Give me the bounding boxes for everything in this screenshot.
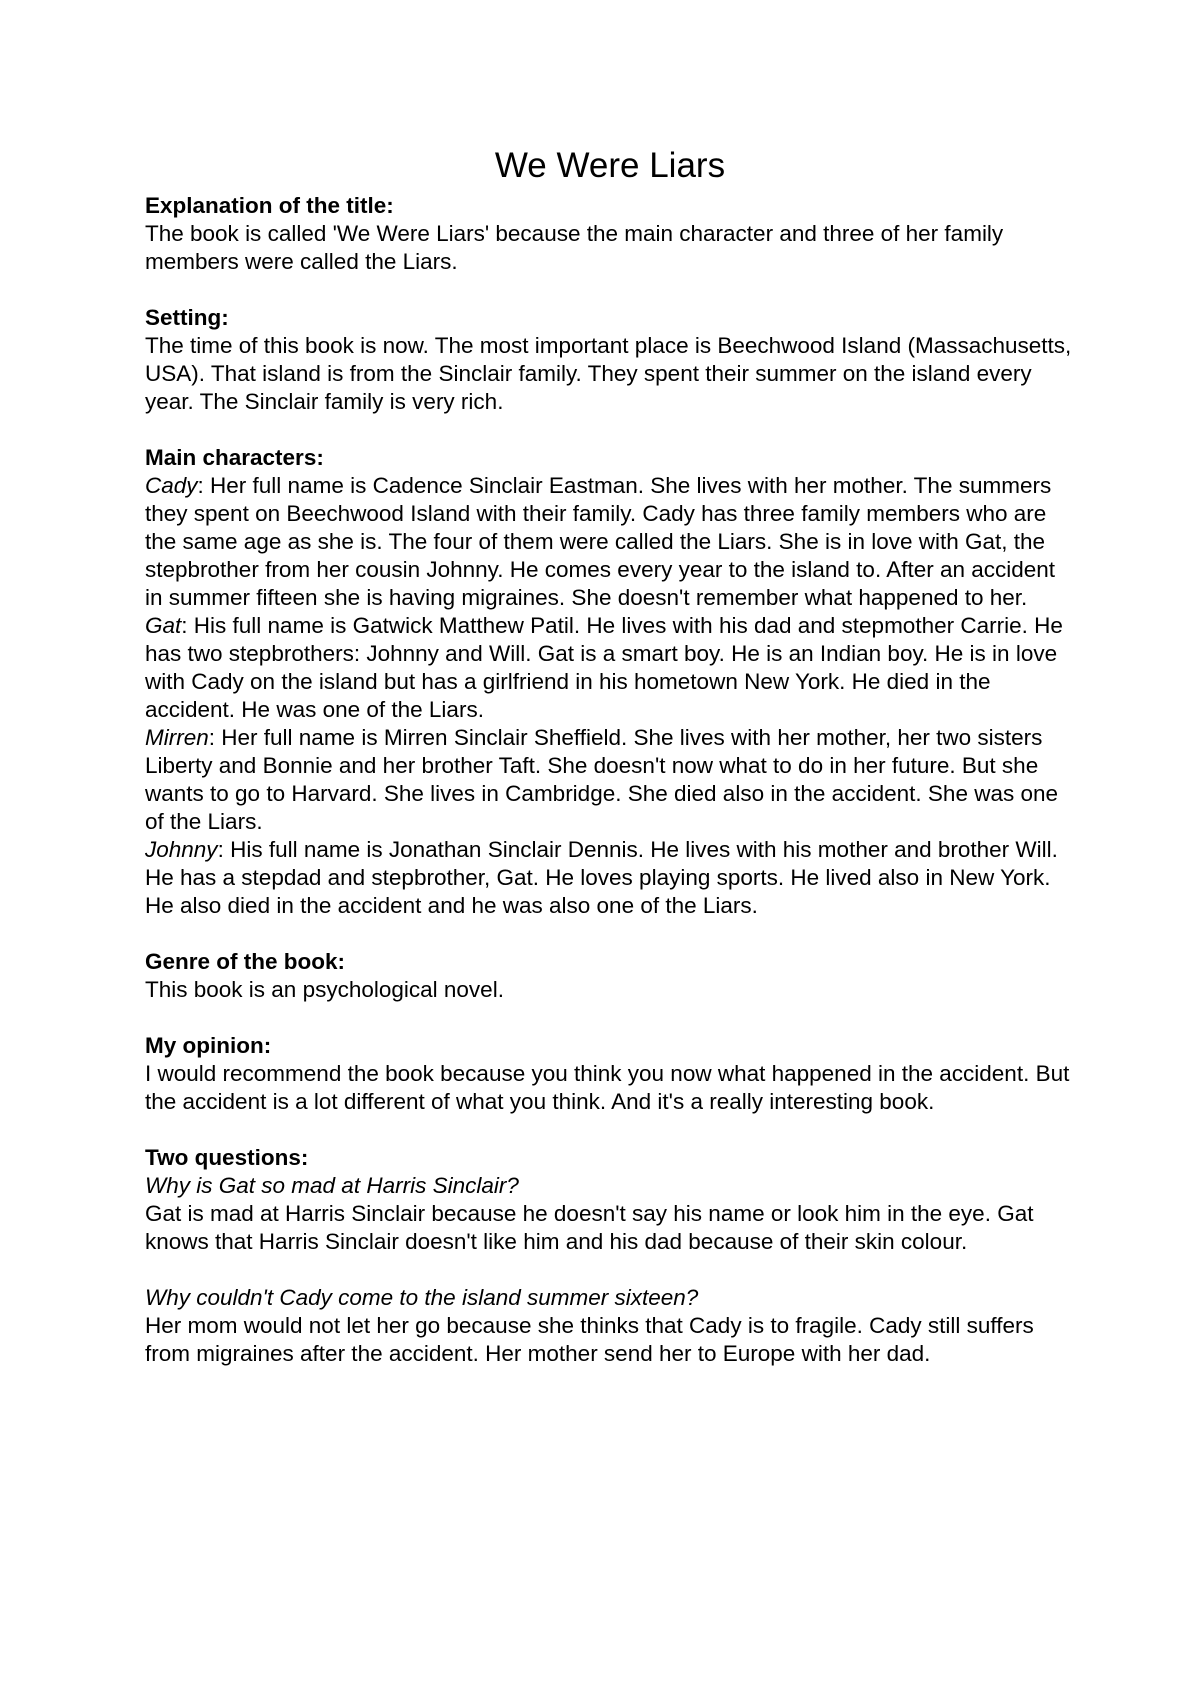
- question-text: Why couldn't Cady come to the island summer sixteen?: [145, 1285, 699, 1310]
- character-cady: [145, 472, 1075, 612]
- character-name: Gat: [145, 613, 182, 638]
- section-text: The time of this book is now. The most important place is Beechwood Island (Massachusetts, USA). That island is from the Sinclair family. They spent their summer on the island every year. The Sinclair family is very rich.: [145, 333, 1072, 414]
- answer-text: Her mom would not let her go because she thinks that Cady is to fragile. Cady still suffers from migraines after the accident. Her mother send her to Europe with her dad.: [145, 1313, 1034, 1366]
- character-name: Mirren: [145, 725, 209, 750]
- document-body: [145, 144, 1075, 1396]
- section-text: This book is an psychological novel.: [145, 977, 504, 1002]
- character-description: : His full name is Jonathan Sinclair Dennis. He lives with his mother and brother Will. He has a stepdad and stepbrother, Gat. He loves playing sports. He lived also in New York. He also died in the accident and he was also one of the Liars.: [145, 837, 1058, 918]
- section-heading: Genre of the book:: [145, 949, 346, 974]
- character-description: : Her full name is Cadence Sinclair Eastman. She lives with her mother. The summers they spent on Beechwood Island with their family. Cady has three family members who are the same age as she is. The four of them were called the Liars. She is in love with Gat, the stepbrother from her cousin Johnny. He comes every year to the island to. After an accident in summer fifteen she is having migraines. She doesn't remember what happened to her.: [145, 473, 1056, 610]
- section-questions: [145, 1144, 1075, 1368]
- question-text: Why is Gat so mad at Harris Sinclair?: [145, 1173, 519, 1198]
- character-name: Cady: [145, 473, 198, 498]
- section-heading: Setting:: [145, 305, 229, 330]
- section-opinion: [145, 1032, 1075, 1116]
- document-title: We Were Liars: [494, 146, 726, 185]
- character-description: : Her full name is Mirren Sinclair Sheffield. She lives with her mother, her two sisters Liberty and Bonnie and her brother Taft. She doesn't now what to do in her future. But she wants to go to Harvard. She lives in Cambridge. She died also in the accident. She was one of the Liars.: [145, 725, 1059, 834]
- section-main-characters: [145, 444, 1075, 920]
- answer-text: Gat is mad at Harris Sinclair because he doesn't say his name or look him in the eye. Gat knows that Harris Sinclair doesn't like him and his dad because of their skin colour.: [145, 1201, 1034, 1254]
- character-name: Johnny: [145, 837, 218, 862]
- section-heading: Explanation of the title:: [145, 193, 394, 218]
- question-block: [145, 1284, 1075, 1368]
- section-heading: Main characters:: [145, 445, 324, 470]
- section-text: I would recommend the book because you think you now what happened in the accident. But the accident is a lot different of what you think. And it's a really interesting book.: [145, 1061, 1070, 1114]
- section-genre: [145, 948, 1075, 1004]
- character-johnny: [145, 836, 1075, 920]
- section-text: The book is called 'We Were Liars' because the main character and three of her family members were called the Liars.: [145, 221, 1004, 274]
- character-mirren: [145, 724, 1075, 836]
- character-description: : His full name is Gatwick Matthew Patil. He lives with his dad and stepmother Carrie. He has two stepbrothers: Johnny and Will. Gat is a smart boy. He is an Indian boy. He is in love with Cady on the island but has a girlfriend in his hometown New York. He died in the accident. He was one of the Liars.: [145, 613, 1063, 722]
- question-block: [145, 1172, 1075, 1256]
- section-heading: My opinion:: [145, 1033, 272, 1058]
- section-title-explanation: [145, 192, 1075, 276]
- character-gat: [145, 612, 1075, 724]
- section-heading: Two questions:: [145, 1145, 309, 1170]
- section-setting: [145, 304, 1075, 416]
